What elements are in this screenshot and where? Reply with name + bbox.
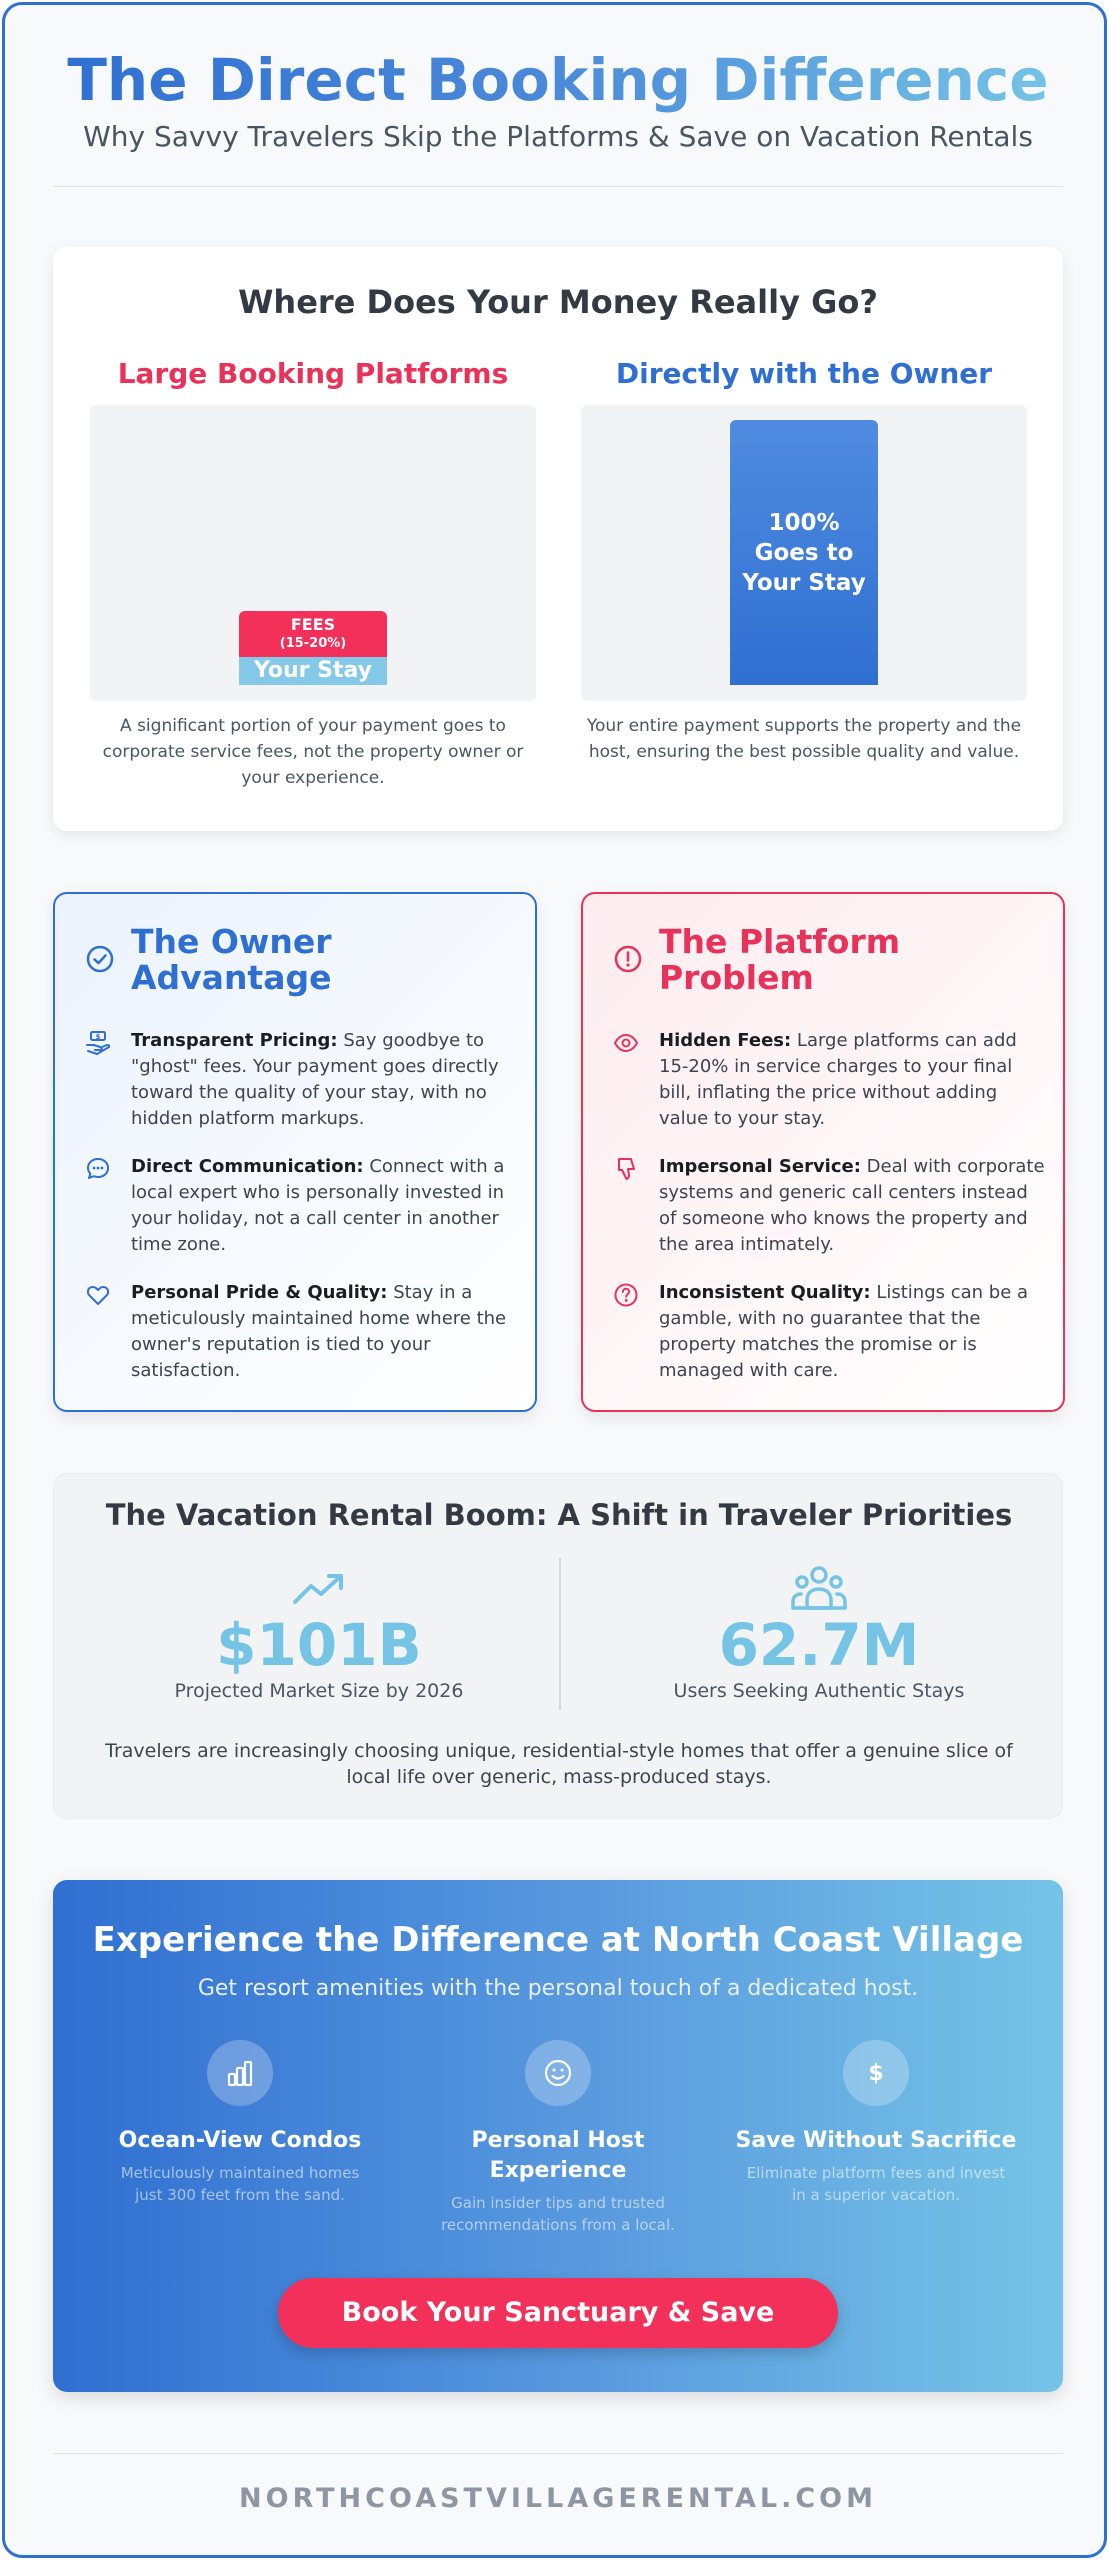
stats-title: The Vacation Rental Boom: A Shift in Traveler Priorities xyxy=(105,1498,1013,1532)
platforms-bar-chart xyxy=(90,405,536,701)
cta-subtitle: Get resort amenities with the personal touch of a dedicated host. xyxy=(197,1976,919,2001)
owner-advantage-card xyxy=(53,892,537,1412)
problem-item-text: Impersonal Service: Deal with corporate systems and generic call centers instead of someone who knows the property and the area intimately. xyxy=(659,1156,1045,1255)
feature-icon-circle xyxy=(843,2040,909,2106)
advantage-item-text: Personal Pride & Quality: Stay in a meticulously maintained home where the owner's reputation is tied to your satisfaction. xyxy=(131,1282,507,1381)
eye-icon xyxy=(613,1030,639,1056)
market-size-value: $101B xyxy=(216,1611,422,1679)
platforms-description: A significant portion of your payment goes to corporate service fees, not the property owner or your experience. xyxy=(102,716,524,788)
stats-description: Travelers are increasingly choosing unique, residential-style homes that offer a genuine slice of local life over generic, mass-produced stays. xyxy=(105,1740,1013,1788)
feature-personal-host xyxy=(408,2040,708,2236)
book-button[interactable]: Book Your Sanctuary & Save xyxy=(278,2278,838,2348)
platforms-title: Large Booking Platforms xyxy=(117,357,509,390)
feature-save xyxy=(726,2040,1026,2206)
stay-bar: Your Stay xyxy=(239,657,387,685)
market-stats-section xyxy=(53,1473,1063,1819)
feature-description: Gain insider tips and trusted recommendations from a local. xyxy=(441,2194,675,2234)
dollar-icon: $ xyxy=(868,2060,884,2086)
bar-chart-icon xyxy=(224,2057,256,2089)
feature-name: Save Without Sacrifice xyxy=(735,2128,1017,2153)
market-size-stat xyxy=(94,1564,544,1702)
owner-advantage-title: The Owner Advantage xyxy=(131,922,332,997)
users-stat xyxy=(594,1564,1044,1702)
heart-icon xyxy=(85,1282,111,1308)
money-comparison-card xyxy=(53,247,1063,831)
owner-bar-chart xyxy=(581,405,1027,701)
feature-name: Ocean-View Condos xyxy=(118,2128,362,2153)
cta-title: Experience the Difference at North Coast Village xyxy=(92,1920,1024,1960)
platform-problem-card xyxy=(581,892,1065,1412)
problem-item-text: Hidden Fees: Large platforms can add 15-20% in service charges to your final bill, inflating the price without adding value to your stay. xyxy=(659,1030,1017,1129)
header-divider xyxy=(53,186,1063,187)
stats-divider xyxy=(559,1558,561,1710)
money-title: Where Does Your Money Really Go? xyxy=(238,283,878,321)
market-size-label: Projected Market Size by 2026 xyxy=(174,1680,464,1702)
check-circle-icon xyxy=(85,944,115,974)
users-label: Users Seeking Authentic Stays xyxy=(673,1680,965,1702)
trending-up-icon xyxy=(289,1564,349,1612)
feature-icon-circle xyxy=(525,2040,591,2106)
smile-icon xyxy=(542,2057,574,2089)
feature-description: Meticulously maintained homes just 300 feet from the sand. xyxy=(120,2164,360,2204)
hand-money-icon xyxy=(85,1030,111,1056)
advantage-item-text: Direct Communication: Connect with a local expert who is personally invested in your holiday, not a call center in another time zone. xyxy=(131,1156,505,1255)
fees-bar xyxy=(239,611,387,657)
owner-title: Directly with the Owner xyxy=(615,357,993,390)
feature-ocean-view xyxy=(90,2040,390,2206)
page-title: The Direct Booking Difference xyxy=(53,43,1063,117)
platform-problem-title: The Platform Problem xyxy=(659,922,901,997)
users-group-icon xyxy=(789,1564,849,1612)
footer-website[interactable]: NORTHCOASTVILLAGERENTAL.COM xyxy=(239,2483,877,2514)
advantage-item-text: Transparent Pricing: Say goodbye to "ghost" fees. Your payment goes directly toward the quality of your stay, with no hidden platform markups. xyxy=(131,1030,499,1129)
full-stay-bar: 100% Goes to Your Stay xyxy=(730,420,878,685)
alert-circle-icon xyxy=(613,944,643,974)
question-icon xyxy=(613,1282,639,1308)
feature-name: Personal Host Experience xyxy=(471,2128,645,2183)
chat-icon xyxy=(85,1156,111,1182)
feature-description: Eliminate platform fees and invest in a superior vacation. xyxy=(746,2164,1006,2204)
thumbs-down-icon xyxy=(613,1156,639,1182)
owner-description: Your entire payment supports the property and the host, ensuring the best possible quality and value. xyxy=(586,716,1022,762)
footer-divider xyxy=(53,2453,1063,2454)
fees-bar-label: FEES xyxy=(290,615,336,634)
feature-icon-circle xyxy=(207,2040,273,2106)
problem-item-text: Inconsistent Quality: Listings can be a gamble, with no guarantee that the property matches the promise or is managed with care. xyxy=(659,1282,1029,1381)
users-value: 62.7M xyxy=(718,1611,920,1679)
page-subtitle: Why Savvy Travelers Skip the Platforms & Save on Vacation Rentals xyxy=(83,120,1033,153)
page-frame xyxy=(2,2,1107,2558)
cta-section xyxy=(53,1880,1063,2392)
fees-bar-range: (15-20%) xyxy=(279,636,347,651)
svg-text:$: $ xyxy=(95,1033,101,1041)
